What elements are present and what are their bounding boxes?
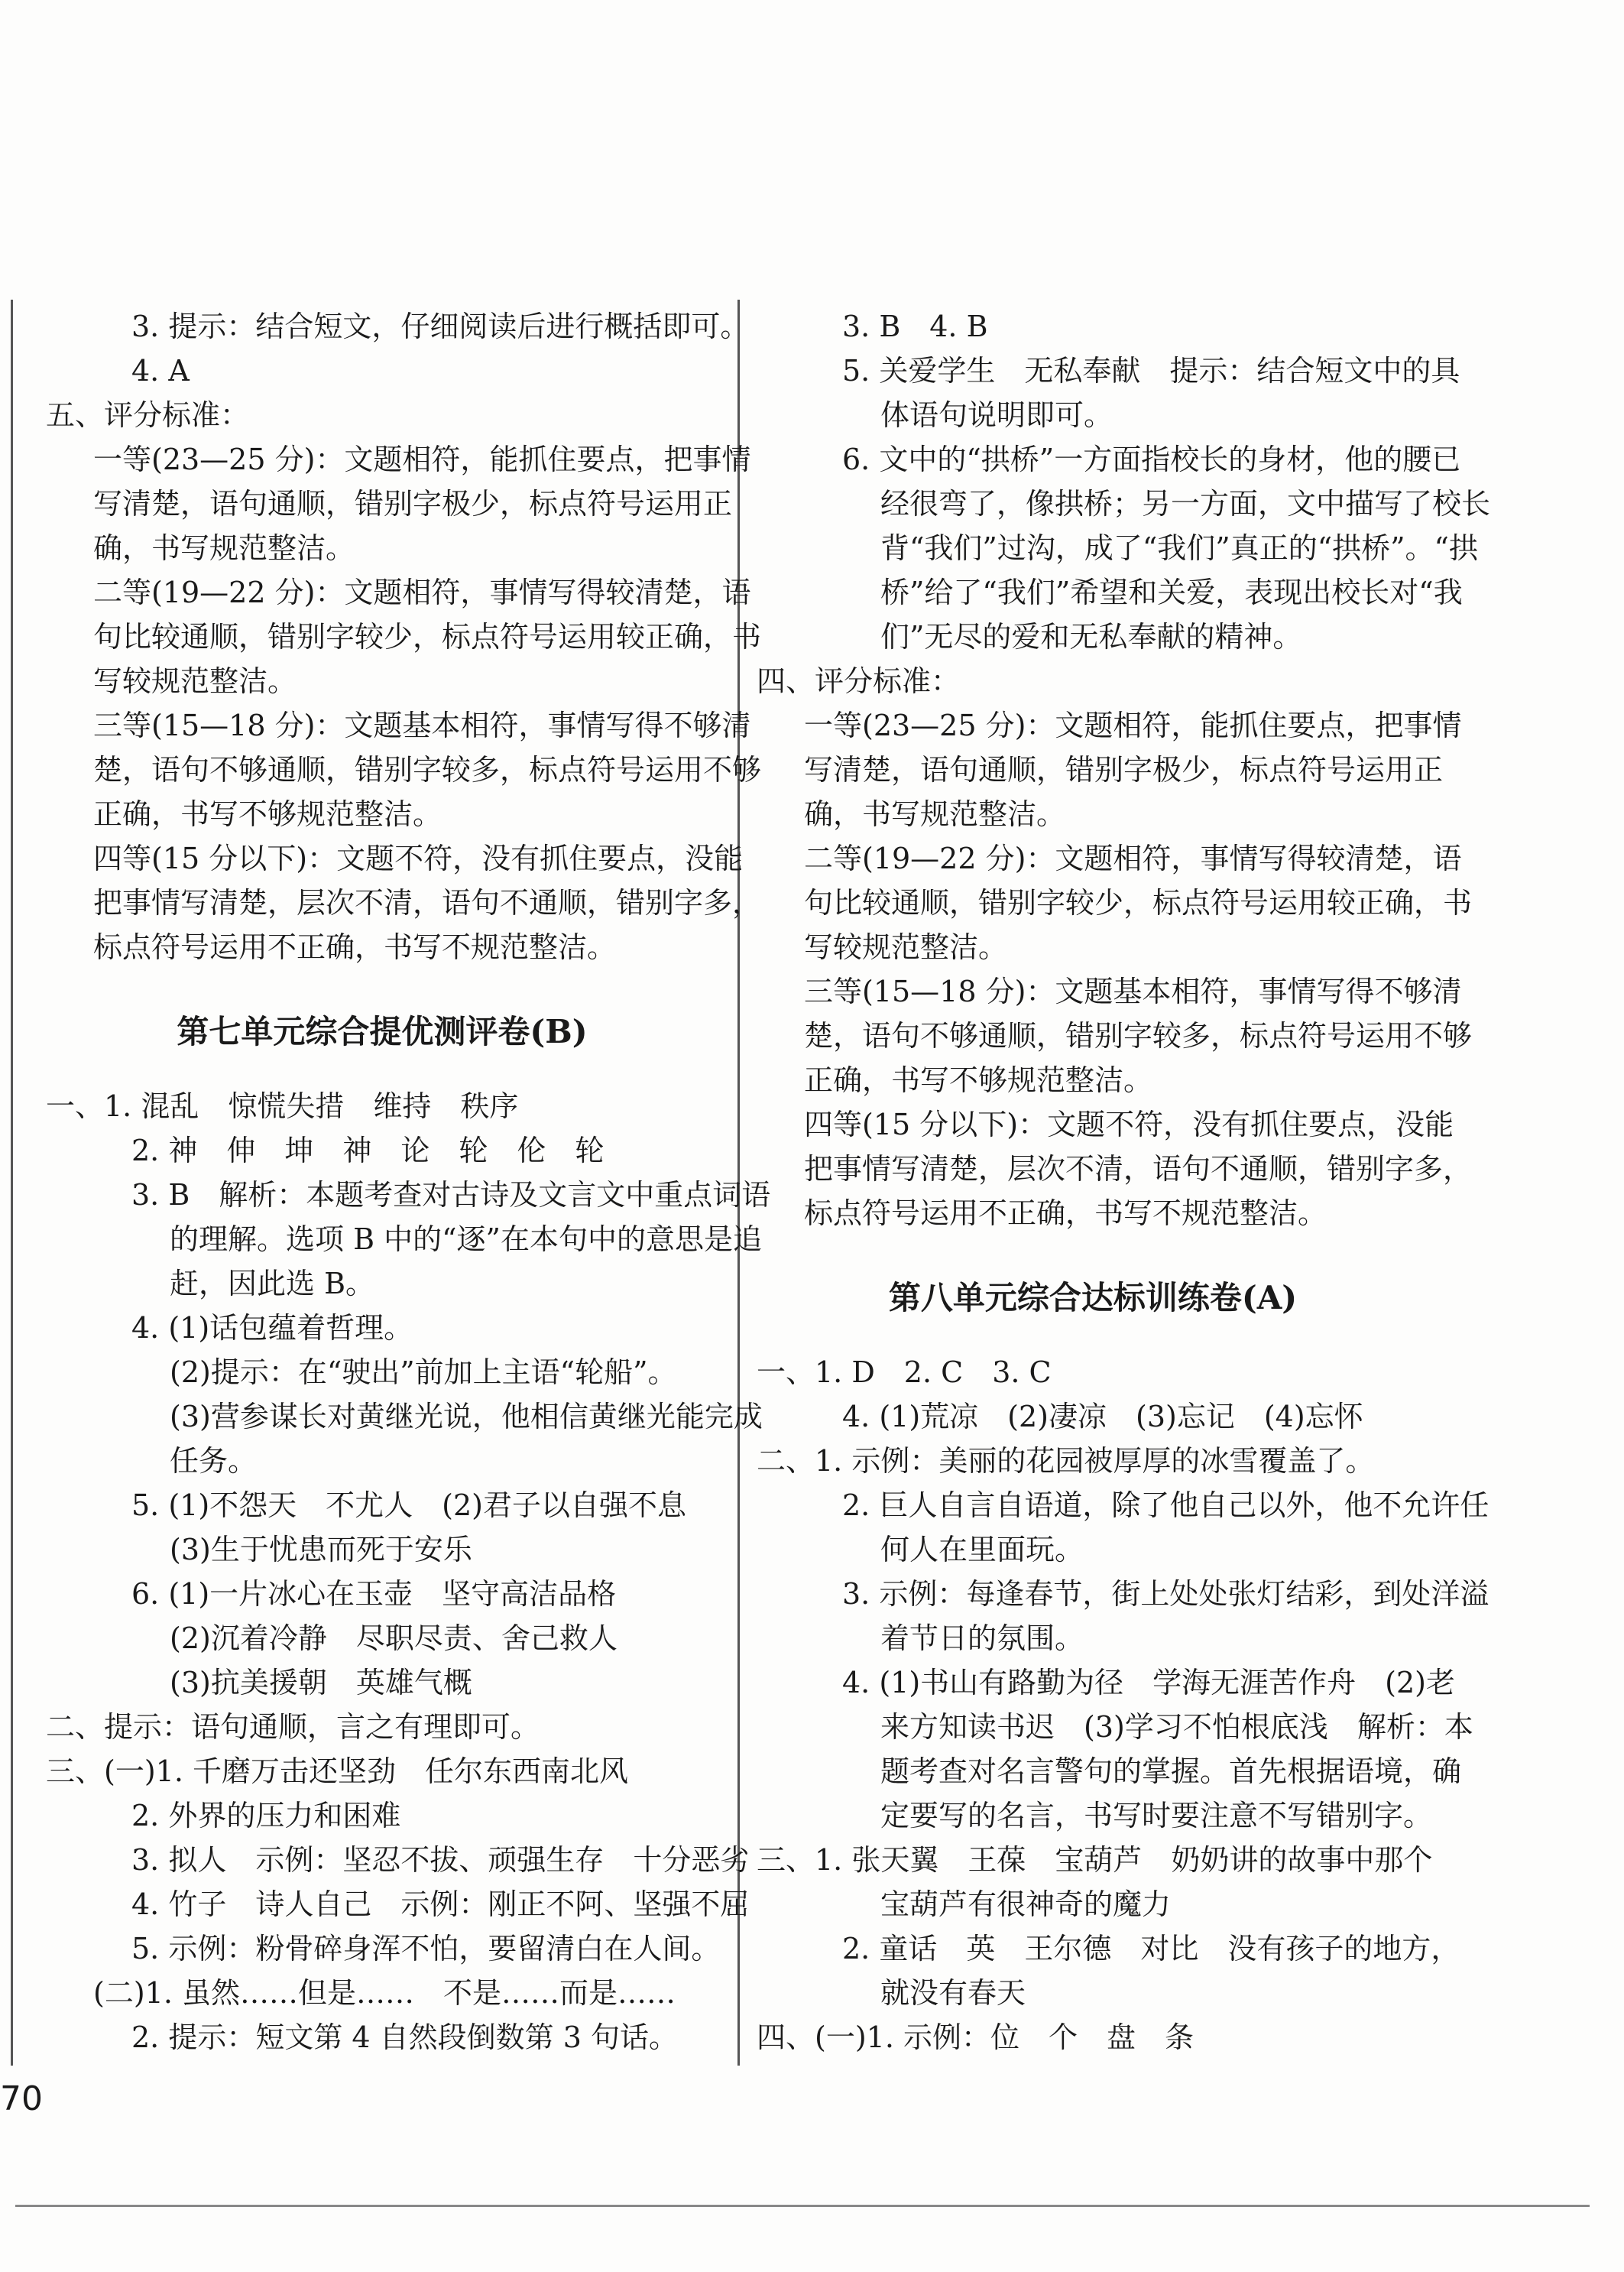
answer-line: 5. 关爱学生 无私奉献 提示：结合短文中的具 xyxy=(842,354,1460,388)
answer-line: 背“我们”过沟，成了“我们”真正的“拱桥”。“拱 xyxy=(880,531,1478,565)
answer-line: 3. 拟人 示例：坚忍不拔、顽强生存 十分恶劣 xyxy=(131,1843,750,1877)
answer-line: 2. 巨人自言自语道，除了他自己以外，他不允许任 xyxy=(842,1488,1489,1522)
answer-line: 四等(15 分以下)：文题不符，没有抓住要点，没能 xyxy=(804,1108,1454,1141)
answer-line: (二)1. 虽然……但是…… 不是……而是…… xyxy=(93,1976,676,2010)
answer-line: 写清楚，语句通顺，错别字极少，标点符号运用正 xyxy=(804,753,1444,787)
answer-line: 确，书写规范整洁。 xyxy=(93,531,355,565)
answer-line: 4. (1)荒凉 (2)凄凉 (3)忘记 (4)忘怀 xyxy=(842,1400,1363,1433)
answer-line: 何人在里面玩。 xyxy=(880,1533,1084,1566)
answer-line: 正确，书写不够规范整洁。 xyxy=(804,1063,1153,1097)
answer-line: 一、1. 混乱 惊慌失措 维持 秩序 xyxy=(46,1089,519,1123)
answer-line: 一等(23—25 分)：文题相符，能抓住要点，把事情 xyxy=(804,709,1462,742)
answer-line: 句比较通顺，错别字较少，标点符号运用较正确，书 xyxy=(93,620,762,654)
answer-line: 四、(一)1. 示例：位 个 盘 条 xyxy=(757,2020,1194,2054)
left-column xyxy=(46,304,771,2059)
answer-line: 二、提示：语句通顺，言之有理即可。 xyxy=(46,1710,540,1744)
answer-line: 2. 外界的压力和困难 xyxy=(131,1799,401,1832)
answer-line: 经很弯了，像拱桥；另一方面，文中描写了校长 xyxy=(880,487,1491,521)
answer-line: 3. B 解析：本题考查对古诗及文言文中重点词语 xyxy=(131,1178,771,1212)
answer-line: 确，书写规范整洁。 xyxy=(804,797,1066,831)
answer-line: 三等(15—18 分)：文题基本相符，事情写得不够清 xyxy=(93,709,751,742)
answer-line: (3)抗美援朝 英雄气概 xyxy=(170,1666,472,1699)
answer-line: 三、(一)1. 千磨万击还坚劲 任尔东西南北风 xyxy=(46,1754,628,1788)
answer-line: 句比较通顺，错别字较少，标点符号运用较正确，书 xyxy=(804,886,1473,920)
answer-line: 二、1. 示例：美丽的花园被厚厚的冰雪覆盖了。 xyxy=(757,1444,1375,1478)
left-margin-rule xyxy=(11,300,13,2066)
answer-line: 4. A xyxy=(131,354,190,388)
answer-line: 3. 示例：每逢春节，街上处处张灯结彩，到处洋溢 xyxy=(842,1577,1489,1611)
answer-line: 4. (1)书山有路勤为径 学海无涯苦作舟 (2)老 xyxy=(842,1666,1455,1699)
answer-line: 来方知读书迟 (3)学习不怕根底浅 解析：本 xyxy=(880,1710,1473,1744)
answer-line: 三、1. 张天翼 王葆 宝葫芦 奶奶讲的故事中那个 xyxy=(757,1843,1433,1877)
answer-line: 桥”给了“我们”希望和关爱，表现出校长对“我 xyxy=(880,576,1463,609)
answer-line: 三等(15—18 分)：文题基本相符，事情写得不够清 xyxy=(804,975,1462,1008)
answer-line: (2)沉着冷静 尽职尽责、舍己救人 xyxy=(170,1621,618,1655)
answer-line: 体语句说明即可。 xyxy=(880,398,1113,432)
answer-line: 2. 神 伸 坤 神 论 轮 伦 轮 xyxy=(131,1134,605,1167)
answer-line: 宝葫芦有很神奇的魔力 xyxy=(880,1887,1172,1921)
answer-line: 赶，因此选 B。 xyxy=(170,1267,375,1300)
answer-line: 四、评分标准： xyxy=(757,664,961,698)
answer-line: 写清楚，语句通顺，错别字极少，标点符号运用正 xyxy=(93,487,733,521)
answer-line: 5. 示例：粉骨碎身浑不怕，要留清白在人间。 xyxy=(131,1932,721,1965)
answer-line: 写较规范整洁。 xyxy=(804,930,1008,964)
page-number: 70 xyxy=(0,2079,43,2118)
answer-line: 2. 提示：短文第 4 自然段倒数第 3 句话。 xyxy=(131,2020,679,2054)
answer-line: 3. 提示：结合短文，仔细阅读后进行概括即可。 xyxy=(131,310,750,343)
answer-line: 楚，语句不够通顺，错别字较多，标点符号运用不够 xyxy=(93,753,762,787)
answer-line: 4. 竹子 诗人自己 示例：刚正不阿、坚强不屈 xyxy=(131,1887,750,1921)
answer-line: 题考查对名言警句的掌握。首先根据语境，确 xyxy=(880,1754,1462,1788)
answer-line: 楚，语句不够通顺，错别字较多，标点符号运用不够 xyxy=(804,1019,1473,1053)
answer-line: 正确，书写不够规范整洁。 xyxy=(93,797,442,831)
answer-line: 二等(19—22 分)：文题相符，事情写得较清楚，语 xyxy=(93,576,751,609)
answer-line: 写较规范整洁。 xyxy=(93,664,297,698)
answer-line: 定要写的名言，书写时要注意不写错别字。 xyxy=(880,1799,1433,1832)
answer-line: 的理解。选项 B 中的“逐”在本句中的意思是追 xyxy=(170,1222,762,1256)
answer-line: (3)营参谋长对黄继光说，他相信黄继光能完成 xyxy=(170,1400,763,1433)
section-title: 第七单元综合提优测评卷(B) xyxy=(177,1013,588,1050)
right-column xyxy=(757,304,1491,2059)
answer-line: 五、评分标准： xyxy=(46,398,250,432)
answer-line: (3)生于忧患而死于安乐 xyxy=(170,1533,472,1566)
answer-line: 一等(23—25 分)：文题相符，能抓住要点，把事情 xyxy=(93,443,751,476)
answer-line: 把事情写清楚，层次不清，语句不通顺，错别字多， xyxy=(804,1152,1473,1186)
answer-line: 2. 童话 英 王尔德 对比 没有孩子的地方， xyxy=(842,1932,1460,1965)
answer-line: 一、1. D 2. C 3. C xyxy=(757,1355,1052,1389)
answer-line: 把事情写清楚，层次不清，语句不通顺，错别字多， xyxy=(93,886,762,920)
answer-line: 6. (1)一片冰心在玉壶 坚守高洁品格 xyxy=(131,1577,617,1611)
answer-line: 二等(19—22 分)：文题相符，事情写得较清楚，语 xyxy=(804,842,1462,875)
section-title: 第八单元综合达标训练卷(A) xyxy=(888,1279,1298,1316)
answer-line: 着节日的氛围。 xyxy=(880,1621,1084,1655)
answer-line: 们”无尽的爱和无私奉献的精神。 xyxy=(880,620,1302,654)
answer-line: 四等(15 分以下)：文题不符，没有抓住要点，没能 xyxy=(93,842,744,875)
answer-line: 标点符号运用不正确，书写不规范整洁。 xyxy=(804,1196,1327,1230)
answer-line: 任务。 xyxy=(170,1444,258,1478)
answer-line: (2)提示：在“驶出”前加上主语“轮船”。 xyxy=(170,1355,677,1389)
answer-line: 3. B 4. B xyxy=(842,310,988,343)
answer-line: 就没有春天 xyxy=(880,1976,1026,2010)
answer-line: 5. (1)不怨天 不尤人 (2)君子以自强不息 xyxy=(131,1488,686,1522)
bottom-rule xyxy=(15,2205,1590,2207)
answer-line: 6. 文中的“拱桥”一方面指校长的身材，他的腰已 xyxy=(842,443,1461,476)
answer-line: 标点符号运用不正确，书写不规范整洁。 xyxy=(93,930,617,964)
answer-line: 4. (1)话包蕴着哲理。 xyxy=(131,1311,413,1345)
